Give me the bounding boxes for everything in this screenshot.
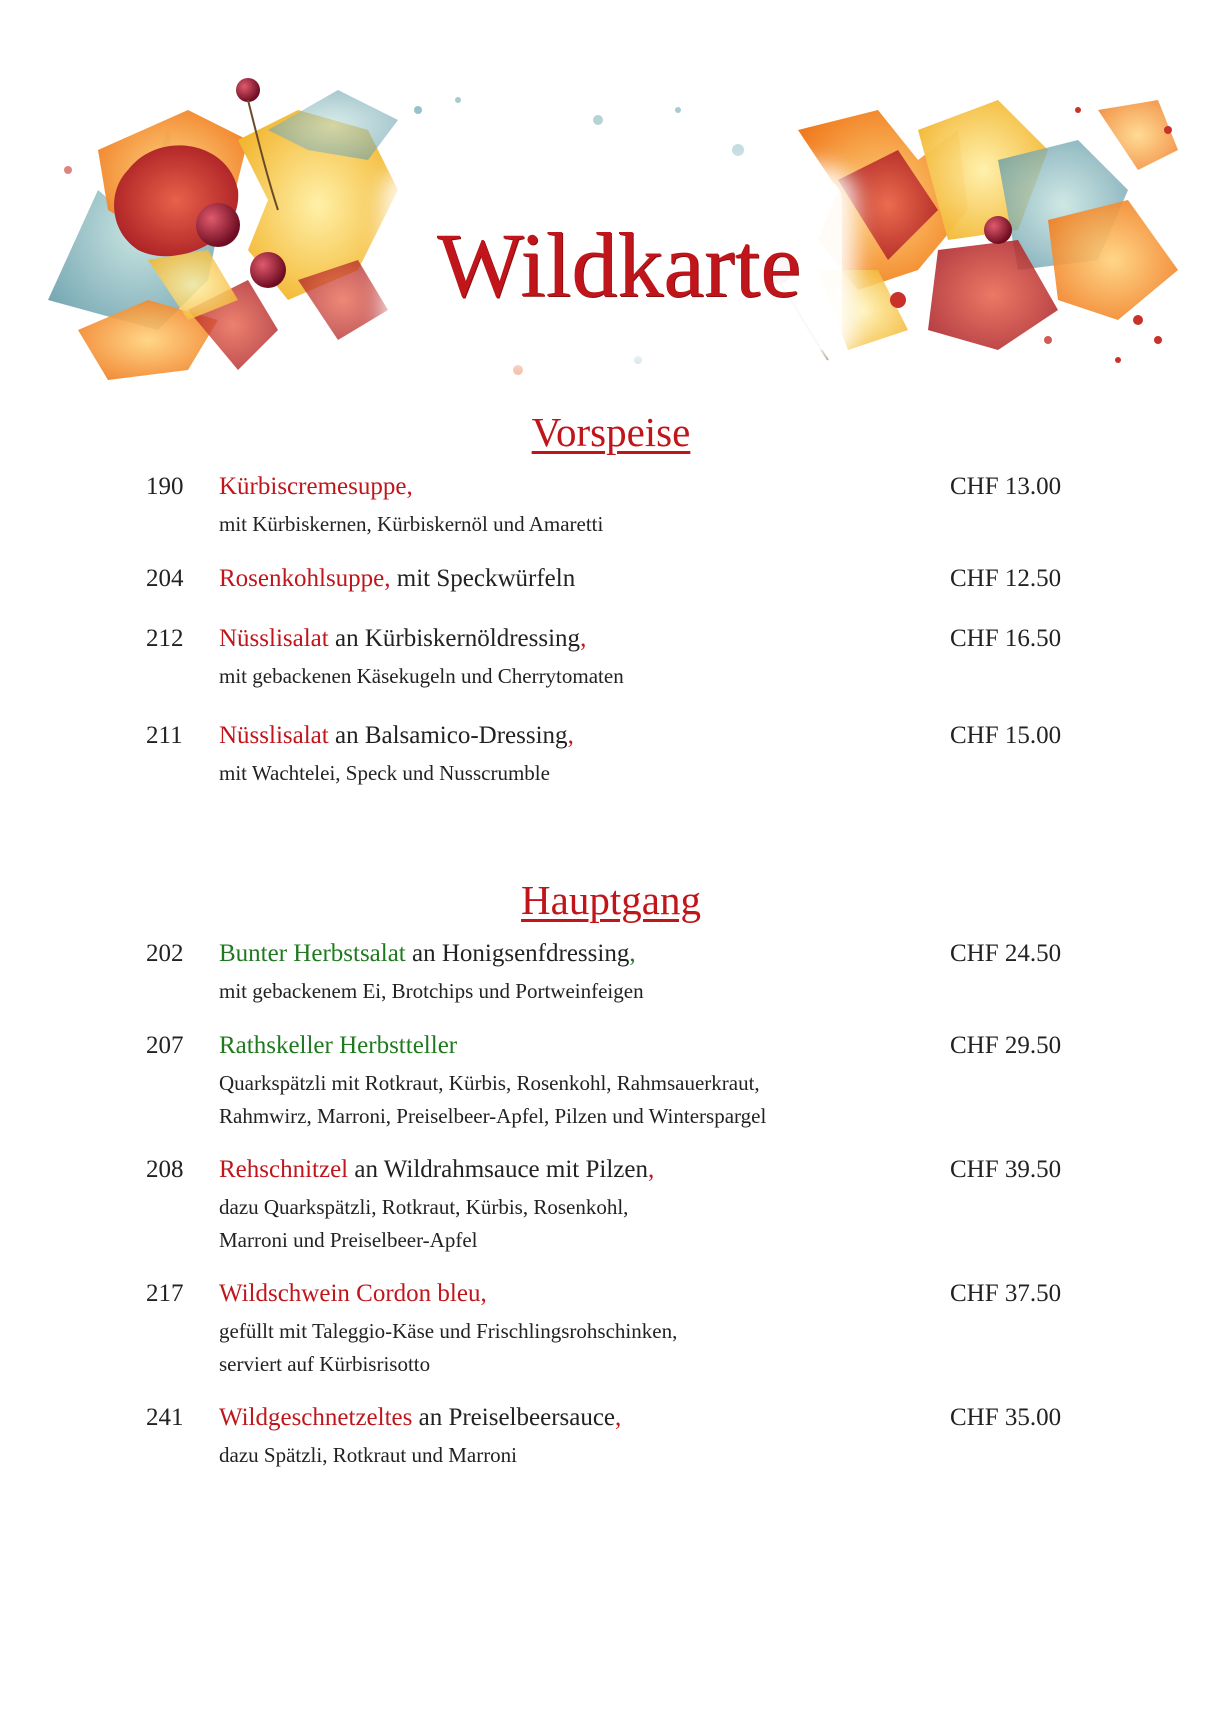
- item-price: CHF 16.50: [950, 625, 1062, 652]
- item-number: 211: [146, 722, 183, 749]
- item-description: [219, 1439, 517, 1472]
- item-description: [219, 1067, 766, 1133]
- menu-title: Wildkarte: [436, 214, 802, 316]
- item-number: 207: [146, 1032, 184, 1059]
- item-title: [219, 1404, 621, 1432]
- item-description: [219, 1191, 628, 1257]
- item-title: [219, 565, 575, 593]
- item-description-line: Marroni und Preiselbeer-Apfel: [219, 1228, 478, 1252]
- item-description-line: mit Kürbiskernen, Kürbiskernöl und Amaretti: [219, 512, 604, 536]
- item-number: 212: [146, 625, 184, 652]
- item-description: [219, 975, 644, 1008]
- item-suffix: an Balsamico-Dressing: [328, 722, 568, 749]
- item-suffix: an Preiselbeersauce: [412, 1404, 616, 1431]
- item-title: [219, 1280, 487, 1308]
- item-comma: ,: [567, 722, 574, 749]
- item-description-line: gefüllt mit Taleggio-Käse und Frischlingsrohschinken,: [219, 1319, 678, 1343]
- item-description: [219, 757, 550, 790]
- item-comma: ,: [647, 1156, 655, 1183]
- item-comma: ,: [384, 565, 391, 592]
- item-description-line: mit Wachtelei, Speck und Nusscrumble: [219, 761, 550, 785]
- item-suffix: an Wildrahmsauce mit Pilzen: [348, 1156, 648, 1183]
- item-description: [219, 1315, 677, 1381]
- title-box: [396, 180, 842, 350]
- header-banner: [38, 70, 1188, 400]
- item-comma: ,: [406, 473, 413, 500]
- item-name: Kürbiscremesuppe: [219, 473, 407, 500]
- item-name: Rathskeller Herbstteller: [219, 1032, 458, 1059]
- item-suffix: mit Speckwürfeln: [390, 565, 576, 592]
- item-price: CHF 35.00: [950, 1404, 1062, 1431]
- item-comma: ,: [480, 1280, 487, 1307]
- item-comma: ,: [615, 1404, 622, 1431]
- item-number: 204: [146, 565, 184, 592]
- item-price: CHF 24.50: [950, 940, 1062, 967]
- item-title: [219, 473, 413, 501]
- item-title: [219, 625, 586, 653]
- item-name: Rosenkohlsuppe: [219, 565, 385, 592]
- item-description-line: dazu Quarkspätzli, Rotkraut, Kürbis, Rosenkohl,: [219, 1195, 629, 1219]
- item-description-line: mit gebackenen Käsekugeln und Cherrytomaten: [219, 664, 624, 688]
- item-price: CHF 29.50: [950, 1032, 1062, 1059]
- item-name: Wildgeschnetzeltes: [219, 1404, 413, 1431]
- item-number: 190: [146, 473, 184, 500]
- item-description-line: Quarkspätzli mit Rotkraut, Kürbis, Rosenkohl, Rahmsauerkraut,: [219, 1071, 760, 1095]
- section-title-hauptgang: Hauptgang: [521, 877, 701, 923]
- item-suffix: an Honigsenfdressing: [405, 940, 630, 967]
- item-description-line: Rahmwirz, Marroni, Preiselbeer-Apfel, Pilzen und Winterspargel: [219, 1104, 767, 1128]
- item-description-line: serviert auf Kürbisrisotto: [219, 1352, 431, 1376]
- item-description: [219, 508, 603, 541]
- item-number: 217: [146, 1280, 184, 1307]
- item-price: CHF 15.00: [950, 722, 1062, 749]
- item-description: [219, 660, 624, 693]
- item-name: Wildschwein Cordon bleu: [219, 1280, 481, 1307]
- item-name: Nüsslisalat: [219, 625, 329, 652]
- item-comma: ,: [580, 625, 587, 652]
- item-price: CHF 39.50: [950, 1156, 1062, 1183]
- item-name: Rehschnitzel: [219, 1156, 349, 1183]
- item-title: [219, 1032, 457, 1060]
- item-number: 241: [146, 1404, 184, 1431]
- item-description-line: mit gebackenem Ei, Brotchips und Portweinfeigen: [219, 979, 644, 1003]
- item-description-line: dazu Spätzli, Rotkraut und Marroni: [219, 1443, 518, 1467]
- section-title-vorspeise: Vorspeise: [531, 409, 691, 455]
- item-title: [219, 940, 636, 968]
- item-comma: ,: [629, 940, 636, 967]
- item-name: Nüsslisalat: [219, 722, 329, 749]
- item-suffix: an Kürbiskernöldressing: [328, 625, 581, 652]
- item-price: CHF 12.50: [950, 565, 1062, 592]
- item-title: [219, 722, 574, 750]
- item-price: CHF 13.00: [950, 473, 1062, 500]
- item-name: Bunter Herbstsalat: [219, 940, 406, 967]
- item-number: 208: [146, 1156, 184, 1183]
- item-number: 202: [146, 940, 184, 967]
- item-price: CHF 37.50: [950, 1280, 1062, 1307]
- item-title: [219, 1156, 654, 1184]
